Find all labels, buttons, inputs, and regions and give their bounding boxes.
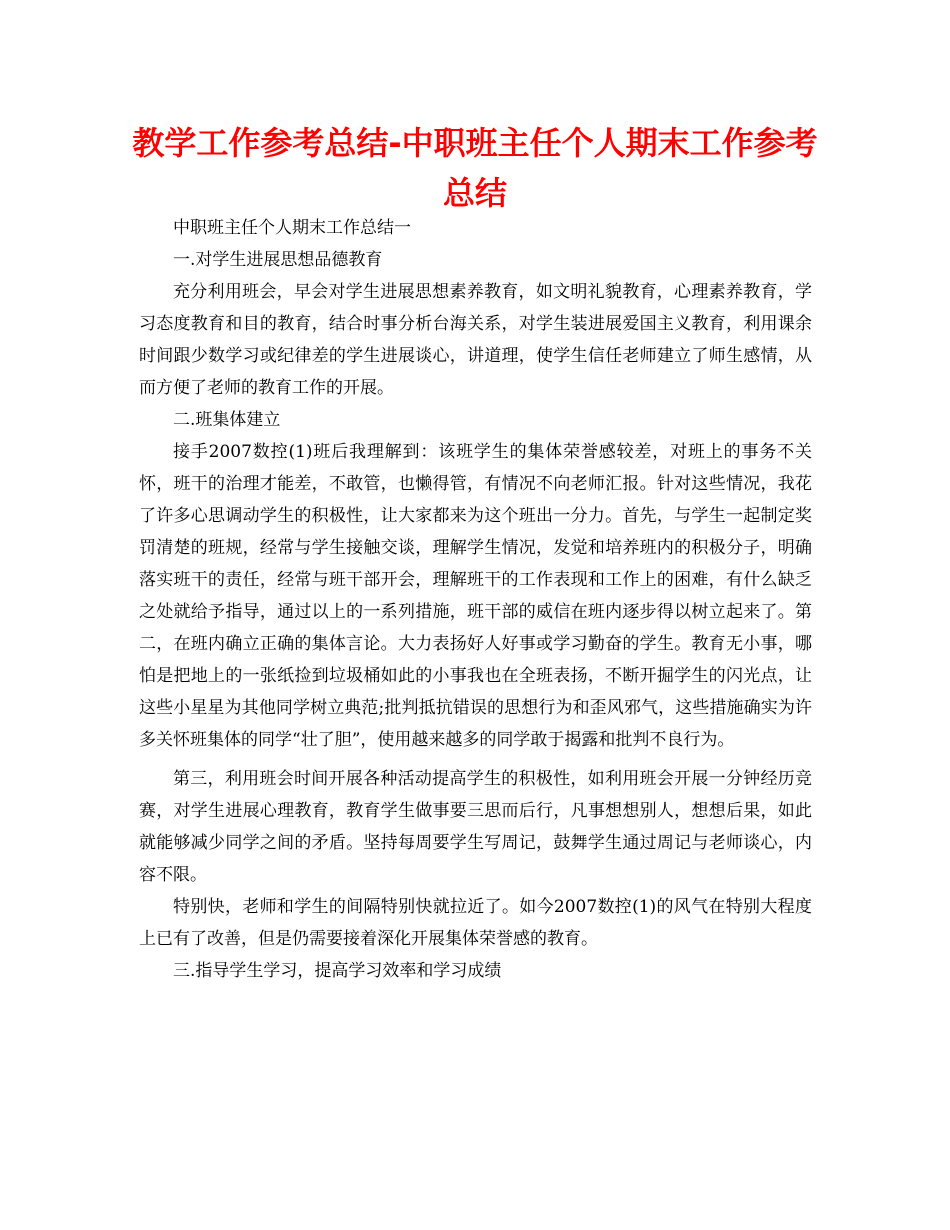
- paragraph-section-1-body: 充分利用班会，早会对学生进展思想素养教育，如文明礼貌教育，心理素养教育，学习态度教育和目的教育，结合时事分析台海关系，对学生装进展爱国主义教育，利用课余时间跟少数学习或纪律差的学生进展谈心，讲道理，使学生信任老师建立了师生感情，从而方便了老师的教育工作的开展。: [139, 282, 812, 398]
- paragraph-subtitle: 中职班主任个人期末工作总结一: [173, 218, 411, 238]
- paragraph-section-2-body: 接手2007数控(1)班后我理解到：该班学生的集体荣誉感较差，对班上的事务不关怀，班干的治理才能差，不敢管，也懒得管，有情况不向老师汇报。针对这些情况，我花了许多心思调动学生的积极性，让大家都来为这个班出一分力。首先，与学生一起制定奖罚清楚的班规，经常与学生接触交谈，理解学生情况，发觉和培养班内的积极分子，明确落实班干的责任，经常与班干部开会，理解班干的工作表现和工作上的困难，有什么缺乏之处就给予指导，通过以上的一系列措施，班干部的威信在班内逐步得以树立起来了。第二，在班内确立正确的集体言论。大力表扬好人好事或学习勤奋的学生。教育无小事，哪怕是把地上的一张纸捡到垃圾桶如此的小事我也在全班表扬，不断开掘学生的闪光点，让这些小星星为其他同学树立典范;批判抵抗错误的思想行为和歪风邪气，这些措施确实为许多关怀班集体的同学“壮了胆”，使用越来越多的同学敢于揭露和批判不良行为。: [139, 442, 812, 750]
- paragraph-third-point: 第三，利用班会时间开展各种活动提高学生的积极性，如利用班会开展一分钟经历竞赛，对学生进展心理教育，教育学生做事要三思而后行，凡事想想别人，想想后果，如此就能够减少同学之间的矛盾。坚持每周要学生写周记，鼓舞学生通过周记与老师谈心，内容不限。: [139, 769, 812, 885]
- document-body: [139, 212, 812, 987]
- paragraph-section-2-heading: 二.班集体建立: [173, 410, 281, 430]
- paragraph-outcome: 特别快，老师和学生的间隔特别快就拉近了。如今2007数控(1)的风气在特别大程度上已有了改善，但是仍需要接着深化开展集体荣誉感的教育。: [139, 897, 812, 949]
- document-title: 教学工作参考总结-中职班主任个人期末工作参考总结: [132, 124, 818, 212]
- paragraph-section-1-heading: 一.对学生进展思想品德教育: [173, 250, 383, 270]
- paragraph-section-3-heading: 三.指导学生学习，提高学习效率和学习成绩: [173, 961, 502, 981]
